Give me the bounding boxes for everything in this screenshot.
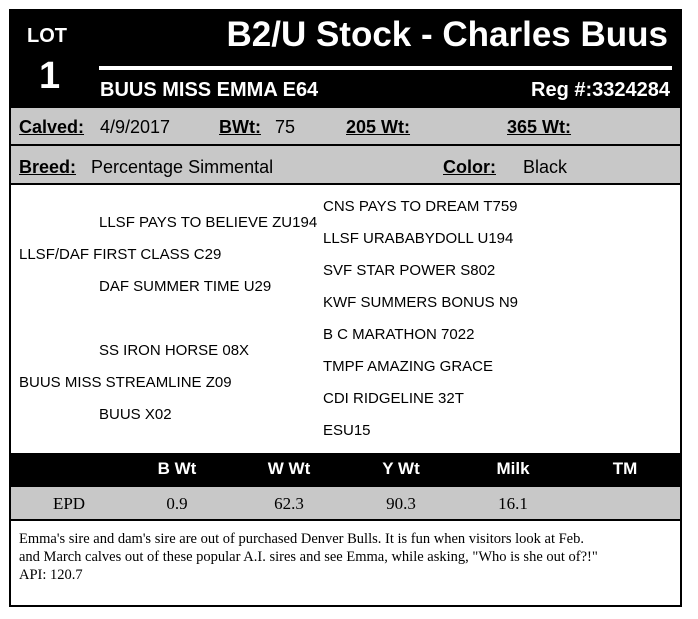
epd-header-tm: TM	[612, 459, 638, 478]
notes-line-1: Emma's sire and dam's sire are out of purchased Denver Bulls. It is fun when visitors look at Feb.	[19, 531, 584, 547]
epd-value-ywt: 90.3	[386, 494, 416, 513]
pedigree-chart	[11, 185, 680, 453]
lot-header	[11, 11, 680, 106]
bwt-value: 75	[275, 117, 296, 137]
pedigree-dam-sire-sire: B C MARATHON 7022	[323, 326, 475, 343]
epd-values-row	[11, 487, 680, 521]
breed-value: Percentage Simmental	[91, 157, 274, 177]
lot-notes	[19, 530, 674, 584]
epd-value-wwt: 62.3	[274, 494, 304, 513]
registration-number: Reg #:3324284	[531, 79, 670, 101]
calved-value: 4/9/2017	[100, 117, 171, 137]
bwt-label: BWt:	[219, 117, 261, 137]
pedigree-dam-dam-sire: CDI RIDGELINE 32T	[323, 390, 464, 407]
epd-header-wwt: W Wt	[267, 459, 311, 478]
epd-header-milk: Milk	[496, 459, 530, 478]
pedigree-sire-dam: DAF SUMMER TIME U29	[99, 278, 272, 295]
calved-label: Calved:	[19, 117, 85, 137]
epd-value-milk: 16.1	[498, 494, 528, 513]
pedigree-dam-sire-dam: TMPF AMAZING GRACE	[323, 358, 494, 375]
epd-header-bwt: B Wt	[157, 459, 197, 478]
notes-line-3: API: 120.7	[19, 567, 83, 583]
color-label: Color:	[443, 157, 496, 177]
wt365-label: 365 Wt:	[507, 117, 572, 137]
breed-color-row	[11, 144, 680, 185]
consignor-title: B2/U Stock - Charles Buus	[226, 15, 668, 54]
epd-row-label: EPD	[52, 494, 86, 513]
pedigree-sire: LLSF/DAF FIRST CLASS C29	[19, 246, 222, 263]
color-value: Black	[523, 157, 568, 177]
pedigree-sire-dam-sire: SVF STAR POWER S802	[323, 262, 496, 279]
lot-number: 1	[39, 55, 61, 97]
notes-line-2: and March calves out of these popular A.I. sires and see Emma, while asking, "Who is she out of?!"	[19, 549, 598, 565]
wt205-label: 205 Wt:	[346, 117, 411, 137]
epd-header-row	[11, 453, 680, 487]
epd-value-bwt: 0.9	[166, 494, 188, 513]
pedigree-sire-sire-sire: CNS PAYS TO DREAM T759	[323, 198, 518, 215]
birth-weights-row	[11, 106, 680, 144]
pedigree-sire-sire: LLSF PAYS TO BELIEVE ZU194	[99, 214, 318, 231]
pedigree-dam: BUUS MISS STREAMLINE Z09	[19, 374, 232, 391]
pedigree-dam-dam-dam: ESU15	[323, 422, 371, 439]
lot-card	[9, 9, 682, 607]
pedigree-dam-dam: BUUS X02	[99, 406, 172, 423]
animal-name: BUUS MISS EMMA E64	[100, 79, 319, 101]
epd-header-ywt: Y Wt	[382, 459, 420, 478]
pedigree-sire-dam-dam: KWF SUMMERS BONUS N9	[323, 294, 519, 311]
header-divider	[99, 66, 672, 70]
lot-label: LOT	[27, 25, 67, 47]
pedigree-sire-sire-dam: LLSF URABABYDOLL U194	[323, 230, 514, 247]
breed-label: Breed:	[19, 157, 77, 177]
pedigree-dam-sire: SS IRON HORSE 08X	[99, 342, 250, 359]
